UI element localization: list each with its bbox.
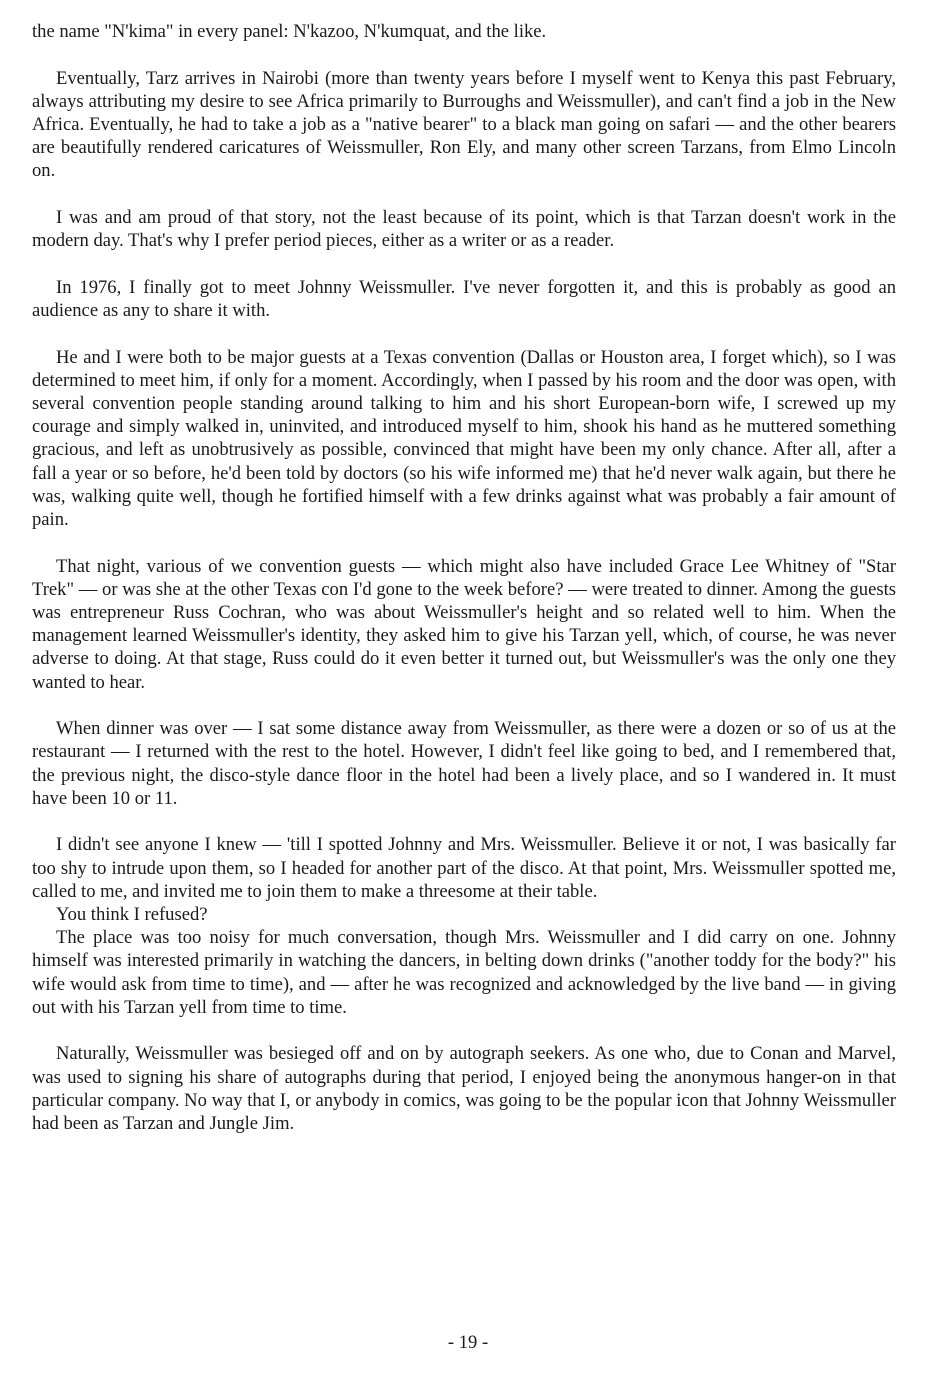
paragraph-10: The place was too noisy for much conversation, though Mrs. Weissmuller and I did carry on one. Johnny himself was interested primarily in watching the dancers, in belting down drinks ("another toddy for the body?" his wife would ask from time to time), and — after he was recognized and acknowledged by the live band — in giving out with his Tarzan yell from time to time. bbox=[32, 927, 896, 1018]
paragraph-3: I was and am proud of that story, not the least because of its point, which is that Tarzan doesn't work in the modern day. That's why I prefer period pieces, either as a writer or as a reader. bbox=[32, 207, 896, 252]
document-body bbox=[32, 20, 896, 1159]
paragraph-8: I didn't see anyone I knew — 'till I spotted Johnny and Mrs. Weissmuller. Believe it or not, I was basically far too shy to intrude upon them, so I headed for another part of the disco. At that point, Mrs. Weissmuller spotted me, called to me, and invited me to join them to make a threesome at their table. bbox=[32, 834, 896, 902]
paragraph-11: Naturally, Weissmuller was besieged off and on by autograph seekers. As one who, due to Conan and Marvel, was used to signing his share of autographs during that period, I enjoyed being the anonymous hanger-on in that particular company. No way that I, or anybody in comics, was going to be the popular icon that Johnny Weissmuller had been as Tarzan and Jungle Jim. bbox=[32, 1043, 896, 1135]
page-number: - 19 - bbox=[447, 1332, 489, 1353]
paragraph-5: He and I were both to be major guests at a Texas convention (Dallas or Houston area, I forget which), so I was determined to meet him, if only for a moment. Accordingly, when I passed by his room and the door was open, with several convention people standing around talking to him and his short European-born wife, I screwed up my courage and simply walked in, uninvited, and introduced myself to him, shook his hand as he muttered something gracious, and left as unobtrusively as possible, convinced that might have been my only chance. After all, after a fall a year or so before, he'd been told by doctors (so his wife informed me) that he'd never walk again, but there he was, walking quite well, though he fortified himself with a few drinks against what was probably a fair amount of pain. bbox=[32, 346, 896, 531]
paragraph-1: the name "N'kima" in every panel: N'kazoo, N'kumquat, and the like. bbox=[32, 21, 547, 42]
paragraph-6: That night, various of we convention guests — which might also have included Grace Lee Whitney of "Star Trek" — or was she at the other Texas con I'd gone to the week before? — were treated to dinner. Among the guests was entrepreneur Russ Cochran, who was about Weissmuller's height and so related well to him. When the management learned Weissmuller's identity, they asked him to give his Tarzan yell, which, of course, he was never adverse to doing. At that stage, Russ could do it even better it turned out, but Weissmuller's was the only one they wanted to hear. bbox=[32, 555, 896, 693]
paragraph-9: You think I refused? bbox=[56, 904, 208, 926]
paragraph-4: In 1976, I finally got to meet Johnny Weissmuller. I've never forgotten it, and this is probably as good an audience as any to share it with. bbox=[32, 276, 896, 321]
paragraph-7: When dinner was over — I sat some distance away from Weissmuller, as there were a dozen or so of us at the restaurant — I returned with the rest to the hotel. However, I didn't feel like going to bed, and I remembered that, the previous night, the disco-style dance floor in the hotel had been a lively place, and so I wandered in. It must have been 10 or 11. bbox=[32, 718, 896, 809]
paragraph-2: Eventually, Tarz arrives in Nairobi (more than twenty years before I myself went to Kenya this past February, always attributing my desire to see Africa primarily to Burroughs and Weissmuller), and can't find a job in the New Africa. Eventually, he had to take a job as a "native bearer" to a black man going on safari — and the other bearers are beautifully rendered caricatures of Weissmuller, Ron Ely, and many other screen Tarzans, from Elmo Lincoln on. bbox=[32, 67, 896, 182]
